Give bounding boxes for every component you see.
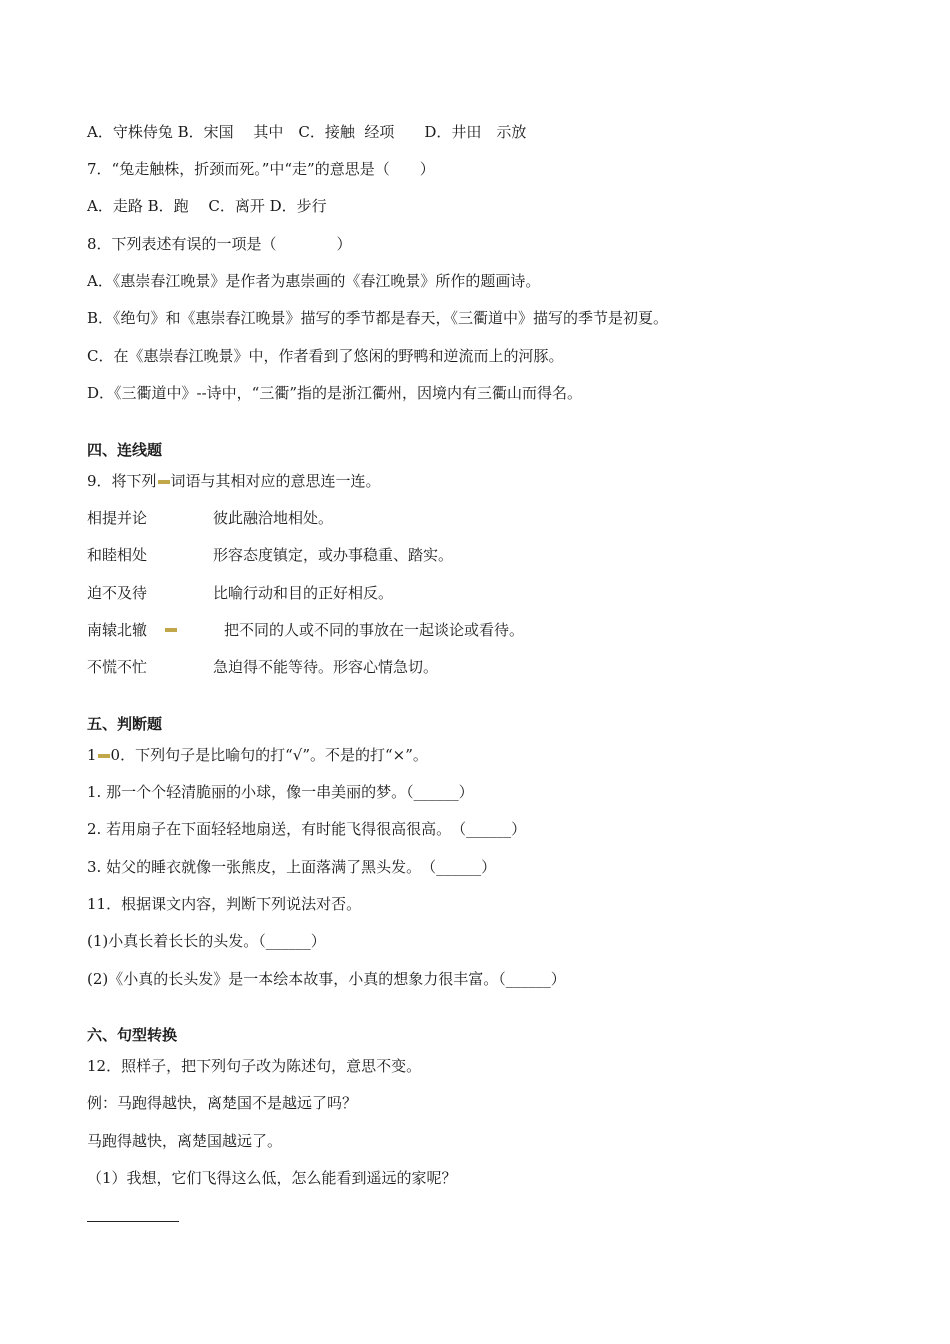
highlight-mark (158, 480, 170, 484)
q10-item-3: 3. 姑父的睡衣就像一张熊皮，上面落满了黑头发。 （______） (87, 858, 497, 876)
q10-prefix: 1 (87, 746, 97, 764)
q12-item-1: （1）我想，它们飞得这么低，怎么能看到遥远的家呢？ (87, 1169, 457, 1187)
match-term-3: 迫不及待 (87, 584, 148, 602)
match-term-1: 相提并论 (87, 509, 148, 527)
match-term-5: 不慌不忙 (87, 658, 148, 676)
q10-suffix: 0．下列句子是比喻句的打“√”。不是的打“×”。 (110, 746, 428, 764)
q6-options: A．守株侍兔 B．宋国 其中 C．接触 经项 D．井田 示放 (87, 123, 527, 141)
q7-stem: 7．“兔走触株，折颈而死。”中“走”的意思是（ ） (87, 160, 435, 178)
q8-stem: 8．下列表述有误的一项是（ ） (87, 235, 352, 253)
q9-prefix: 9．将下列 (87, 472, 157, 490)
match-term-4: 南辕北辙 (87, 621, 148, 639)
q12-stem: 12．照样子，把下列句子改为陈述句，意思不变。 (87, 1057, 422, 1075)
q8-option-d: D．《三衢道中》--诗中，“三衢”指的是浙江衢州，因境内有三衢山而得名。 (87, 384, 583, 402)
q11-stem: 11．根据课文内容，判断下列说法对否。 (87, 895, 362, 913)
q8-option-a: A．《惠崇春江晚景》是作者为惠崇画的《春江晚景》所作的题画诗。 (87, 272, 541, 290)
match-term-2: 和睦相处 (87, 546, 148, 564)
match-meaning-5: 急迫得不能等待。形容心情急切。 (213, 658, 439, 676)
q7-options: A．走路 B．跑 C．离开 D．步行 (87, 197, 327, 215)
q12-example: 例：马跑得越快，离楚国不是越远了吗？ (87, 1094, 358, 1112)
q10-item-1: 1. 那一个个轻清脆丽的小球，像一串美丽的梦。（______） (87, 783, 474, 801)
match-meaning-2: 形容态度镇定，或办事稳重、踏实。 (213, 546, 454, 564)
q9-stem (87, 471, 381, 491)
section-4-title: 四、连线题 (87, 441, 163, 459)
q9-suffix: 词语与其相对应的意思连一连。 (170, 472, 381, 490)
q10-stem (87, 745, 428, 765)
q11-item-2: (2)《小真的长头发》是一本绘本故事，小真的想象力很丰富。（______） (87, 970, 566, 988)
q11-item-1: (1)小真长着长长的头发。（______） (87, 932, 326, 950)
highlight-mark (98, 754, 110, 758)
q10-item-2: 2. 若用扇子在下面轻轻地扇送，有时能飞得很高很高。 （______） (87, 820, 527, 838)
q8-option-b: B．《绝句》和《惠崇春江晚景》描写的季节都是春天，《三衢道中》描写的季节是初夏。 (87, 309, 669, 327)
section-6-title: 六、句型转换 (87, 1026, 178, 1044)
q12-example-answer: 马跑得越快，离楚国越远了。 (87, 1132, 283, 1150)
match-meaning-1: 彼此融洽地相处。 (213, 509, 334, 527)
match-meaning-4: 把不同的人或不同的事放在一起谈论或看待。 (224, 621, 525, 639)
match-meaning-3: 比喻行动和目的正好相反。 (213, 584, 394, 602)
highlight-mark (165, 628, 177, 632)
answer-line (87, 1221, 179, 1222)
q8-option-c: C．在《惠崇春江晚景》中，作者看到了悠闲的野鸭和逆流而上的河豚。 (87, 347, 564, 365)
section-5-title: 五、判断题 (87, 715, 163, 733)
